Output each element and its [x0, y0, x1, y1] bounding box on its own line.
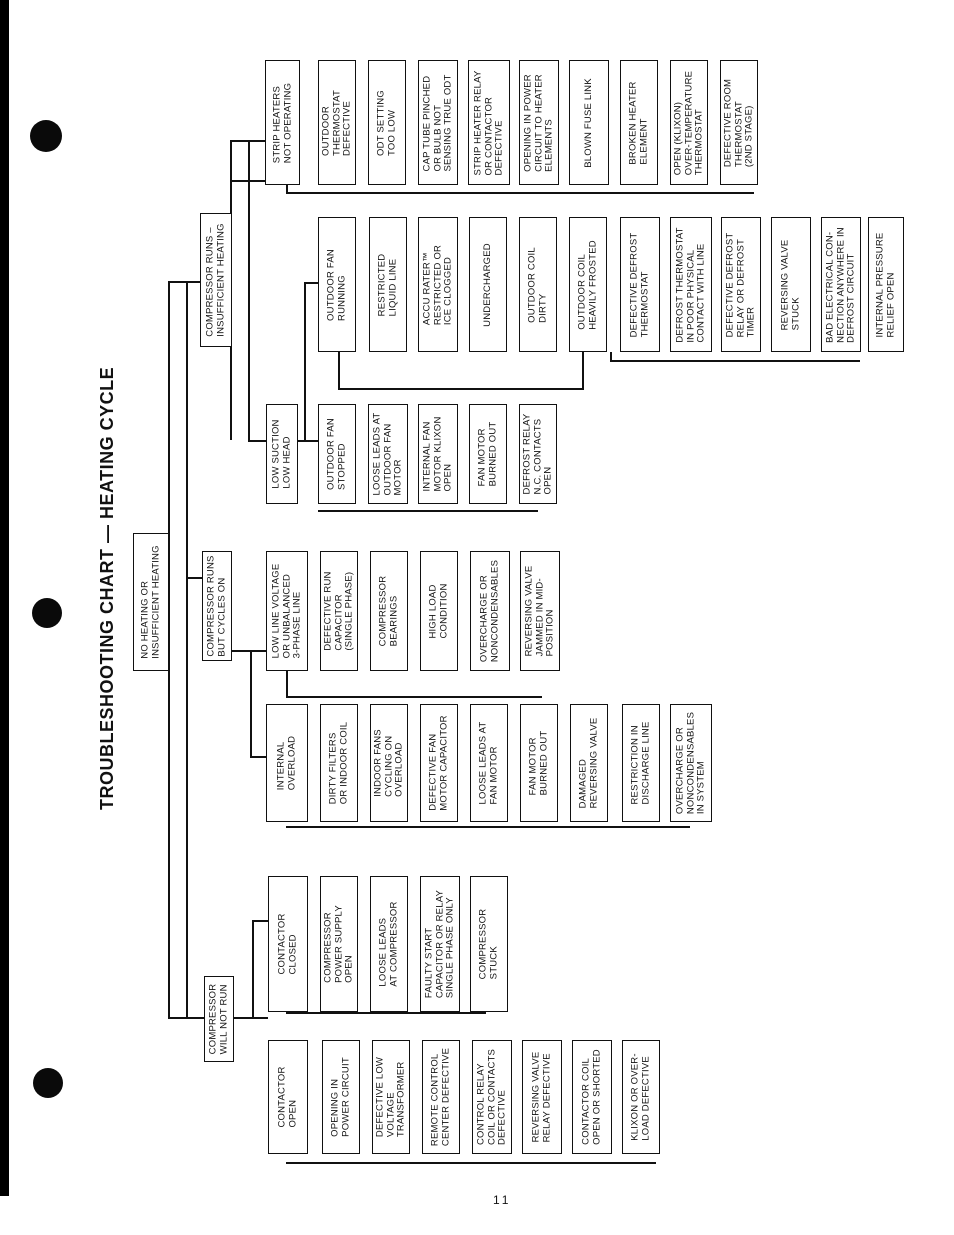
- connector-line: [338, 352, 340, 390]
- group-box: [266, 404, 298, 504]
- cause-box: [418, 404, 458, 504]
- cause-label: COMPRESSOR STUCK: [477, 908, 499, 980]
- cause-box: [418, 217, 458, 352]
- cause-label: RESTRICTION IN DISCHARGE LINE: [629, 721, 651, 805]
- cause-label: REMOTE CONTROL CENTER DEFECTIVE: [429, 1047, 451, 1147]
- cause-label: OUTDOOR COIL DIRTY: [526, 246, 548, 323]
- cause-box: [520, 704, 558, 822]
- group-box: [265, 60, 300, 185]
- group-box: [266, 551, 308, 671]
- cause-label: OVERCHARGE OR NONCONDENSABLES IN SYSTEM: [674, 711, 707, 815]
- cause-label: FAN MOTOR BURNED OUT: [527, 730, 549, 796]
- cause-label: CONTACTOR COIL OPEN OR SHORTED: [580, 1049, 602, 1145]
- connector-line: [610, 352, 612, 362]
- cause-box: [320, 876, 358, 1012]
- cause-box: [469, 404, 507, 504]
- cause-box: [468, 60, 510, 185]
- connector-line: [304, 282, 306, 442]
- cause-box: [569, 60, 609, 185]
- cause-box: [569, 217, 607, 352]
- connector-line: [610, 360, 860, 362]
- cause-box: [472, 1040, 512, 1154]
- page-number: 11: [493, 1193, 512, 1207]
- cause-box: [370, 704, 408, 822]
- connector-line: [230, 140, 250, 142]
- connector-line: [298, 440, 318, 442]
- cause-label: DIRTY FILTERS OR INDOOR COIL: [327, 721, 349, 805]
- cause-box: [469, 217, 507, 352]
- cause-box: [721, 217, 761, 352]
- connector-line: [248, 140, 250, 442]
- cause-label: OUTDOOR FAN STOPPED: [325, 418, 347, 490]
- root-box: [133, 533, 169, 671]
- cause-label: COMPRESSOR POWER SUPPLY OPEN: [322, 905, 355, 983]
- group-label: LOW SUCTION LOW HEAD: [270, 419, 292, 489]
- cause-box: [771, 217, 811, 352]
- cause-box: [420, 551, 458, 671]
- cause-box: [670, 217, 712, 352]
- cause-label: DEFECTIVE DEFROST RELAY OR DEFROST TIMER: [724, 232, 757, 337]
- connector-line: [250, 650, 252, 758]
- cause-box: [470, 876, 508, 1012]
- punch-hole-bottom: [33, 1068, 63, 1098]
- cause-label: BAD ELECTRICAL CON- NECTION ANYWHERE IN DEFROST CIRCUIT: [824, 226, 857, 343]
- connector-line: [304, 282, 318, 284]
- connector-line: [286, 1012, 486, 1014]
- branch-label: COMPRESSOR WILL NOT RUN: [207, 983, 229, 1055]
- cause-label: COMPRESSOR BEARINGS: [377, 575, 399, 647]
- cause-box: [318, 404, 356, 504]
- connector-line: [186, 577, 202, 579]
- cause-box: [422, 1040, 460, 1154]
- cause-label: OPEN (KLIXON) OVER-TEMPERATURE THERMOSTAT: [672, 70, 705, 175]
- connector-line: [168, 281, 188, 283]
- cause-box: [622, 704, 660, 822]
- cause-label: RESTRICTED LIQUID LINE: [376, 253, 398, 316]
- cause-label: OPENING IN POWER CIRCUIT: [329, 1057, 351, 1137]
- cause-label: BROKEN HEATER ELEMENT: [627, 80, 649, 165]
- connector-line: [286, 696, 542, 698]
- connector-line: [252, 1017, 268, 1019]
- cause-label: ACCU RATER™ RESTRICTED OR ICE CLOGGED: [421, 244, 454, 325]
- cause-label: BLOWN FUSE LINK: [582, 77, 594, 168]
- cause-box: [620, 60, 658, 185]
- connector-line: [286, 826, 690, 828]
- cause-label: ODT SETTING TOO LOW: [375, 89, 397, 156]
- connector-line: [286, 670, 288, 696]
- cause-label: DEFECTIVE DEFROST THERMOSTAT: [628, 232, 650, 337]
- cause-box: [519, 60, 559, 185]
- cause-box: [320, 551, 358, 671]
- punch-hole-middle: [32, 598, 62, 628]
- connector-line: [286, 184, 288, 194]
- cause-box: [420, 876, 460, 1012]
- cause-box: [519, 404, 557, 504]
- group-label: CONTACTOR CLOSED: [276, 913, 298, 975]
- group-label: CONTACTOR OPEN: [276, 1066, 298, 1128]
- cause-label: LOOSE LEADS AT FAN MOTOR: [477, 721, 499, 805]
- cause-label: REVERSING VALVE RELAY DEFECTIVE: [530, 1051, 552, 1143]
- group-label: LOW LINE VOLTAGE OR UNBALANCED 3-PHASE LINE: [270, 563, 303, 659]
- connector-line: [286, 1162, 656, 1164]
- cause-label: DEFECTIVE FAN MOTOR CAPACITOR: [427, 715, 449, 811]
- cause-box: [821, 217, 861, 352]
- cause-label: LOOSE LEADS AT OUTDOOR FAN MOTOR: [371, 412, 404, 496]
- cause-label: REVERSING VALVE JAMMED IN MID- POSITION: [523, 565, 556, 657]
- cause-label: FAN MOTOR BURNED OUT: [476, 421, 498, 487]
- cause-label: OPENING IN POWER CIRCUIT TO HEATER ELEMENTS: [522, 73, 555, 172]
- cause-label: KLIXON OR OVER- LOAD DEFECTIVE: [629, 1053, 651, 1141]
- cause-label: DEFECTIVE LOW VOLTAGE TRANSFORMER: [374, 1056, 407, 1138]
- group-box: [318, 217, 356, 352]
- cause-label: CONTROL RELAY COIL OR CONTACTS DEFECTIVE: [475, 1048, 508, 1146]
- group-label: INTERNAL OVERLOAD: [275, 735, 297, 791]
- cause-label: OUTDOOR THERMOSTAT DEFECTIVE: [320, 89, 353, 156]
- connector-line: [186, 281, 188, 1019]
- cause-label: UNDERCHARGED: [481, 242, 493, 327]
- cause-label: REVERSING VALVE STUCK: [779, 239, 801, 330]
- cause-box: [670, 60, 708, 185]
- group-box: [268, 876, 308, 1012]
- group-box: [266, 704, 308, 822]
- cause-label: OUTDOOR COIL HEAVILY FROSTED: [576, 239, 598, 330]
- branch-label: COMPRESSOR RUNS – INSUFFICIENT HEATING: [204, 223, 226, 337]
- cause-box: [720, 60, 758, 185]
- cause-box: [370, 551, 408, 671]
- cause-label: DAMAGED REVERSING VALVE: [577, 717, 599, 809]
- branch-box: [204, 976, 234, 1062]
- cause-box: [570, 704, 608, 822]
- punch-hole-top: [30, 120, 62, 152]
- cause-label: DEFROST THERMOSTAT IN POOR PHYSICAL CONTACT WITH LINE: [674, 226, 707, 343]
- cause-label: DEFECTIVE RUN CAPACITOR (SINGLE PHASE): [322, 571, 355, 651]
- group-box: [268, 1040, 308, 1154]
- connector-line: [248, 140, 266, 142]
- branch-box: [200, 213, 232, 347]
- cause-box: [320, 704, 358, 822]
- cause-label: DEFECTIVE ROOM THERMOSTAT (2ND STAGE): [722, 78, 755, 167]
- connector-line: [252, 920, 254, 1019]
- branch-label: COMPRESSOR RUNS BUT CYCLES ON: [205, 555, 227, 657]
- cause-box: [418, 60, 458, 185]
- cause-box: [522, 1040, 562, 1154]
- cause-box: [670, 704, 712, 822]
- branch-box: [202, 551, 232, 661]
- connector-line: [318, 510, 538, 512]
- cause-box: [520, 551, 560, 671]
- cause-label: FAULTY START CAPACITOR OR RELAY SINGLE PHASE ONLY: [423, 889, 456, 999]
- cause-box: [369, 217, 407, 352]
- cause-box: [318, 60, 356, 185]
- cause-box: [470, 704, 508, 822]
- group-label: STRIP HEATERS NOT OPERATING: [271, 82, 293, 163]
- connector-line: [248, 440, 266, 442]
- cause-box: [868, 217, 904, 352]
- connector-line: [582, 352, 584, 390]
- cause-box: [368, 404, 408, 504]
- scan-edge-bar: [0, 0, 9, 1196]
- connector-line: [234, 1017, 252, 1019]
- cause-box: [370, 876, 408, 1012]
- connector-line: [252, 920, 268, 922]
- connector-line: [286, 192, 754, 194]
- cause-box: [420, 704, 458, 822]
- cause-label: LOOSE LEADS AT COMPRESSOR: [377, 901, 399, 987]
- cause-label: INDOOR FANS CYCLING ON OVERLOAD: [372, 729, 405, 797]
- cause-label: INTERNAL FAN MOTOR KLIXON OPEN: [421, 416, 454, 492]
- chart-title: TROUBLESHOOTING CHART — HEATING CYCLE: [97, 366, 117, 810]
- cause-box: [372, 1040, 410, 1154]
- cause-box: [620, 217, 660, 352]
- cause-label: DEFROST RELAY N.C. CONTACTS OPEN: [521, 413, 554, 495]
- cause-label: CAP TUBE PINCHED OR BULB NOT SENSING TRUE ODT: [421, 74, 454, 171]
- root-label: NO HEATING OR INSUFFICIENT HEATING: [139, 545, 161, 659]
- cause-label: INTERNAL PRESSURE RELIEF OPEN: [874, 232, 896, 337]
- group-label: OUTDOOR FAN RUNNING: [325, 248, 347, 321]
- cause-box: [470, 551, 510, 671]
- cause-label: OVERCHARGE OR NONCONDENSABLES: [478, 559, 500, 663]
- cause-box: [368, 60, 406, 185]
- cause-box: [322, 1040, 360, 1154]
- cause-label: HIGH LOAD CONDITION: [427, 583, 449, 639]
- cause-box: [519, 217, 557, 352]
- connector-line: [338, 388, 584, 390]
- cause-label: STRIP HEATER RELAY OR CONTACTOR DEFECTIVE: [472, 70, 505, 175]
- connector-line: [232, 180, 266, 182]
- cause-box: [572, 1040, 612, 1154]
- cause-box: [622, 1040, 660, 1154]
- connector-line: [232, 650, 250, 652]
